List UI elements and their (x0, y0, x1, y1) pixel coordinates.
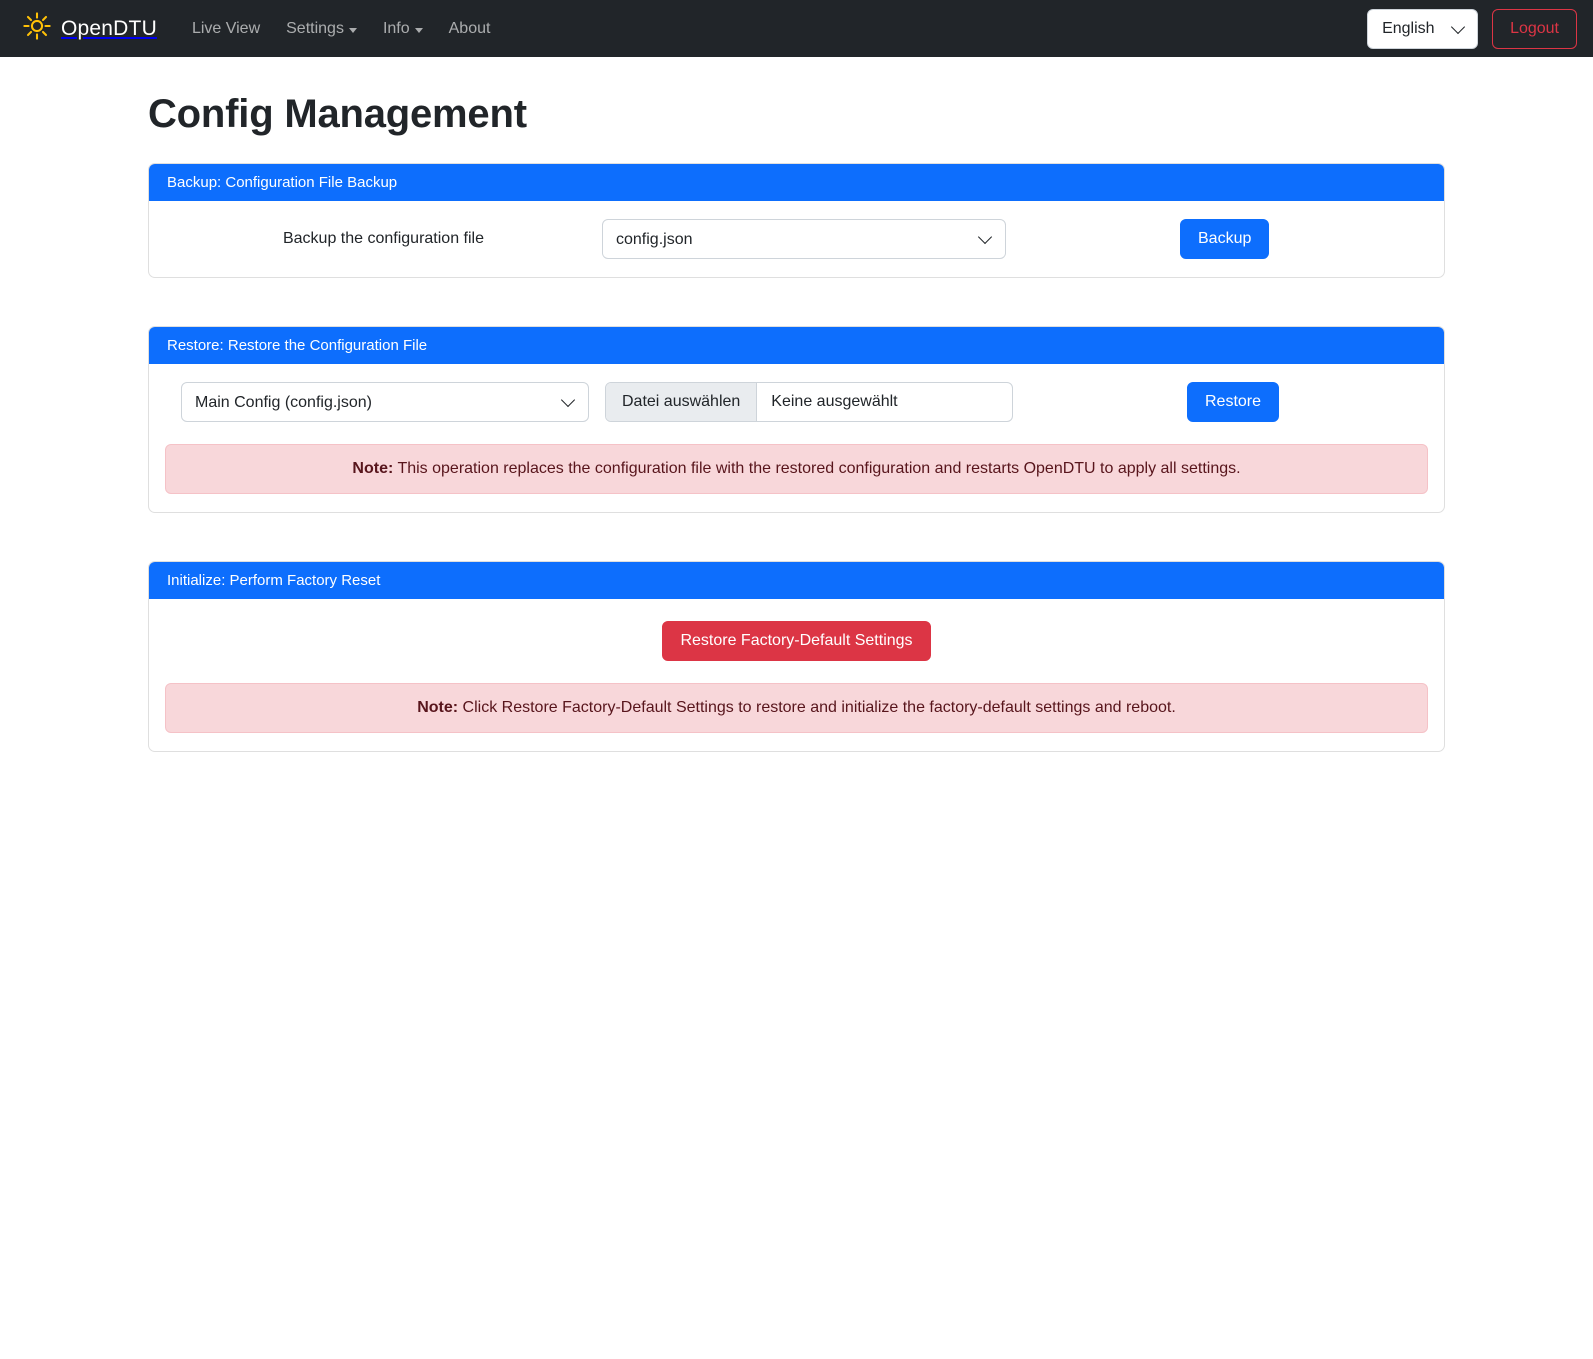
page-title: Config Management (148, 92, 527, 136)
initialize-note-label: Note: (417, 699, 459, 716)
nav-links (179, 12, 504, 46)
backup-row (165, 219, 1428, 259)
nav-item-live-view-label: Live View (191, 19, 261, 37)
backup-button[interactable]: Backup (1180, 219, 1269, 259)
choose-file-button[interactable]: Datei auswählen (606, 383, 757, 421)
restore-button[interactable]: Restore (1187, 382, 1279, 422)
restore-card-body (149, 364, 1444, 512)
sun-icon (22, 11, 52, 46)
brand-title: OpenDTU (61, 16, 157, 40)
factory-reset-row (165, 617, 1428, 661)
brand-logo-link[interactable] (22, 11, 157, 46)
nav-item-info-label: Info (382, 19, 410, 37)
backup-label: Backup the configuration file (282, 230, 484, 247)
nav-item-live-view[interactable] (179, 12, 273, 46)
chevron-down-icon (415, 28, 423, 33)
restore-row (165, 382, 1428, 422)
backup-file-select[interactable] (602, 219, 1006, 259)
nav-item-about[interactable] (436, 12, 504, 46)
restore-card-header: Restore: Restore the Configuration File (149, 327, 1444, 364)
chevron-down-icon (349, 28, 357, 33)
top-navbar (0, 0, 1593, 57)
restore-factory-defaults-button[interactable]: Restore Factory-Default Settings (662, 621, 930, 661)
backup-card-header: Backup: Configuration File Backup (149, 164, 1444, 201)
restore-note-text: This operation replaces the configuration file with the restored configuration and restarts OpenDTU to apply all settings. (397, 460, 1241, 477)
backup-file-select-wrapper (602, 219, 1006, 259)
nav-item-info[interactable] (370, 12, 436, 46)
nav-item-settings-label: Settings (286, 19, 344, 37)
initialize-card-header: Initialize: Perform Factory Reset (149, 562, 1444, 599)
restore-config-select[interactable] (181, 382, 589, 422)
navbar-right-controls (1367, 9, 1577, 49)
initialize-card (148, 561, 1445, 752)
backup-card (148, 163, 1445, 278)
nav-item-settings[interactable] (273, 12, 370, 46)
chosen-file-name: Keine ausgewählt (771, 393, 898, 410)
restore-note (165, 444, 1428, 494)
restore-note-label: Note: (352, 460, 394, 477)
restore-config-select-wrapper (181, 382, 589, 422)
language-select[interactable] (1367, 9, 1478, 49)
restore-file-input[interactable] (605, 382, 1013, 422)
backup-card-body (149, 201, 1444, 277)
page-content (0, 92, 1593, 752)
nav-item-about-label: About (448, 19, 491, 37)
language-select-wrapper (1367, 9, 1478, 49)
restore-card (148, 326, 1445, 513)
logout-button[interactable]: Logout (1492, 9, 1577, 49)
initialize-note-text: Click Restore Factory-Default Settings to restore and initialize the factory-default settings and reboot. (462, 699, 1176, 716)
initialize-note (165, 683, 1428, 733)
initialize-card-body (149, 599, 1444, 751)
